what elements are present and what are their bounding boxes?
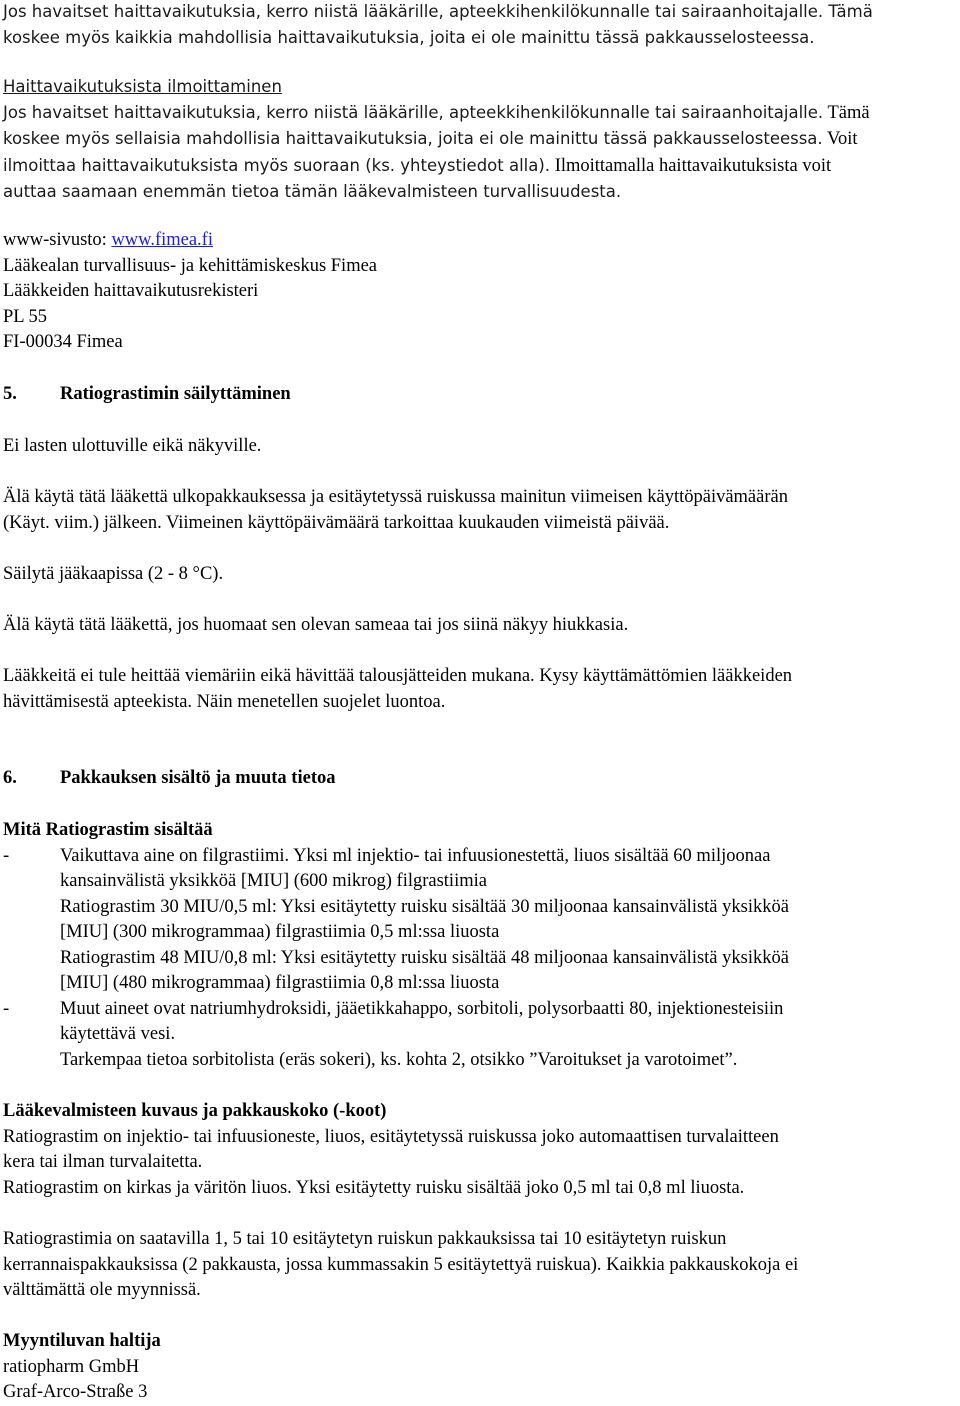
reporting-line-1b: Tämä [823,102,870,123]
description-block [3,1099,958,1201]
contact-block [3,228,958,356]
holder-line-1: ratiopharm GmbH [3,1356,140,1377]
bullet-dash: - [3,998,10,1019]
reporting-line-3b: Ilmoittamalla haittavaikutuksista voit [550,155,832,176]
pack-line-1: Ratiograstimia on saatavilla 1, 5 tai 10 esitäytetyn ruiskun pakkauksissa tai 10 esitäytetyn ruiskun [3,1229,727,1249]
reporting-line-3a: ilmoittaa haittavaikutuksista myös suoraan (ks. yhteystiedot alla). [3,155,551,175]
contact-line-3: PL 55 [3,306,48,327]
item2-line-1: Muut aineet ovat natriumhydroksidi, jääetikkahappo, sorbitoli, polysorbaatti 80, injektionesteisiin [60,998,784,1019]
pack-size-block [3,1227,958,1304]
storage-p4-text: Älä käytä tätä lääkettä, jos huomaat sen olevan sameaa tai jos siinä näkyy hiukkasia. [3,615,629,635]
item2-line-3: Tarkempaa tietoa sorbitolista (eräs sokeri), ks. kohta 2, otsikko ”Varoitukset ja varotoimet”. [60,1049,738,1070]
pack-line-3: välttämättä ole myynnissä. [3,1280,201,1300]
section-5-number: 5. [3,384,17,404]
item1-line-6: [MIU] (480 mikrogrammaa) filgrastiimia 0,8 ml:ssa liuosta [60,973,500,993]
intro-line-1: Jos havaitset haittavaikutuksia, kerro niistä lääkärille, apteekkihenkilökunnalle tai sairaanhoitajalle. Tämä [3,2,873,21]
reporting-line-2b: Voit [822,129,858,149]
item2-line-2: käytettävä vesi. [60,1024,176,1044]
intro-line-2: koskee myös kaikkia mahdollisia haittavaikutuksia, joita ei ole mainittu tässä pakkausselosteessa. [3,27,815,47]
section-5-title: Ratiograstimin säilyttäminen [60,384,291,404]
intro-paragraph [3,0,958,50]
contents-item-2 [3,997,958,1074]
holder-block [3,1329,958,1406]
reporting-section [3,74,958,205]
item1-line-5: Ratiograstim 48 MIU/0,8 ml: Yksi esitäytetty ruisku sisältää 48 miljoonaa kansainvälistä yksikköä [60,947,789,968]
desc-line-3: Ratiograstim on kirkas ja väritön liuos. Yksi esitäytetty ruisku sisältää joko 0,5 ml tai 0,8 ml liuosta. [3,1177,745,1198]
storage-p5 [3,664,958,715]
storage-p5-line-2: hävittämisestä apteekista. Näin menetellen suojelet luontoa. [3,691,446,712]
storage-p4 [3,613,958,639]
fimea-link[interactable]: www.fimea.fi [111,230,213,250]
pack-line-2: kerrannaispakkauksissa (2 pakkausta, jossa kummassakin 5 esitäytettyä ruiskua). Kaikkia pakkauskokoja ei [3,1254,799,1275]
item1-line-1: Vaikuttava aine on filgrastiimi. Yksi ml injektio- tai infuusionestettä, liuos sisältää 60 miljoonaa [60,845,771,866]
storage-p1-text: Ei lasten ulottuville eikä näkyville. [3,436,262,456]
bullet-dash: - [3,845,10,866]
section-6-heading [3,766,958,792]
storage-p3-text: Säilytä jääkaapissa (2 - 8 °C). [3,564,224,584]
storage-p3 [3,562,958,588]
section-6-title: Pakkauksen sisältö ja muuta tietoa [60,768,336,788]
holder-line-2: Graf-Arco-Straße 3 [3,1382,148,1402]
storage-p5-line-1: Lääkkeitä ei tule heittää viemäriin eikä hävittää talousjätteiden mukana. Kysy käyttämättömien lääkkeiden [3,666,793,686]
reporting-line-2a: koskee myös sellaisia mahdollisia haittavaikutuksia, joita ei ole mainittu tässä pakkausselosteessa. [3,129,823,148]
reporting-line-1a: Jos havaitset haittavaikutuksia, kerro niistä lääkärille, apteekkihenkilökunnalle tai sairaanhoitajalle. [3,102,824,122]
web-label: www-sivusto: [3,230,112,250]
desc-line-1: Ratiograstim on injektio- tai infuusioneste, liuos, esitäytetyssä ruiskussa joko automaattisen turvalaitteen [3,1126,779,1147]
storage-p2-line-1: Älä käytä tätä lääkettä ulkopakkauksessa ja esitäytetyssä ruiskussa mainitun viimeisen käyttöpäivämäärän [3,487,788,507]
storage-p2-line-2: (Käyt. viim.) jälkeen. Viimeinen käyttöpäivämäärä tarkoittaa kuukauden viimeistä päivää. [3,512,670,533]
reporting-heading: Haittavaikutuksista ilmoittaminen [3,77,282,96]
section-5-heading [3,382,958,408]
contents-item-1 [3,844,958,997]
item1-line-3: Ratiograstim 30 MIU/0,5 ml: Yksi esitäytetty ruisku sisältää 30 miljoonaa kansainvälistä yksikköä [60,896,789,917]
section-6-number: 6. [3,768,17,788]
contact-line-4: FI-00034 Fimea [3,332,123,352]
description-heading: Lääkevalmisteen kuvaus ja pakkauskoko (-koot) [3,1101,387,1121]
storage-p2 [3,485,958,536]
desc-line-2: kera tai ilman turvalaitetta. [3,1152,203,1172]
contents-block [3,818,958,1073]
holder-heading: Myyntiluvan haltija [3,1331,161,1351]
storage-p1 [3,434,958,460]
contact-line-2: Lääkkeiden haittavaikutusrekisteri [3,281,259,301]
item1-line-2: kansainvälistä yksikköä [MIU] (600 mikrog) filgrastiimia [60,871,487,891]
item1-line-4: [MIU] (300 mikrogrammaa) filgrastiimia 0,5 ml:ssa liuosta [60,922,500,942]
contents-heading: Mitä Ratiograstim sisältää [3,820,213,840]
reporting-line-4: auttaa saamaan enemmän tietoa tämän lääkevalmisteen turvallisuudesta. [3,182,622,201]
contact-line-1: Lääkealan turvallisuus- ja kehittämiskeskus Fimea [3,255,378,276]
